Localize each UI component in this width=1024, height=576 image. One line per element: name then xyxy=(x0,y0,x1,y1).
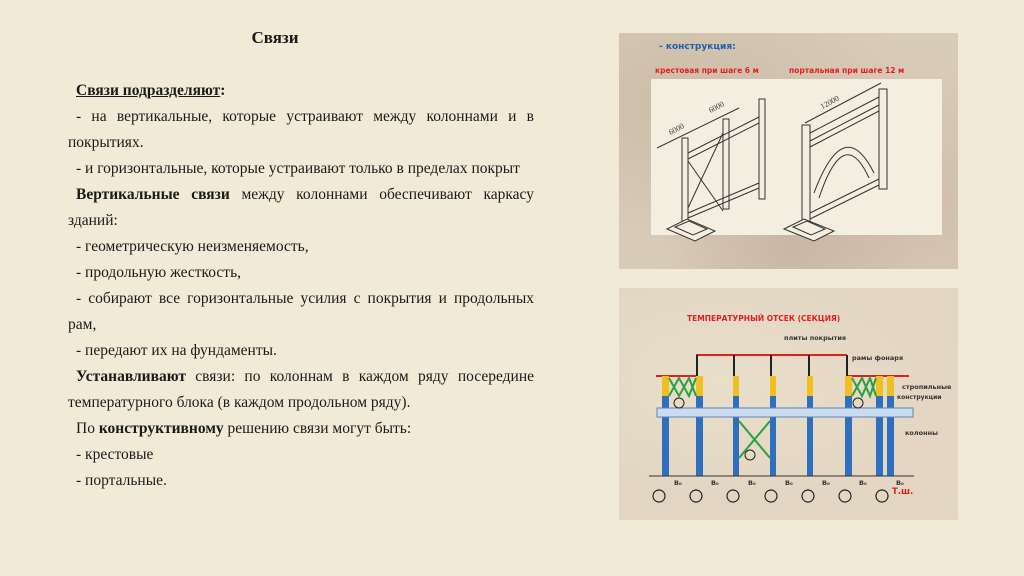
svg-text:12000: 12000 xyxy=(818,93,841,111)
bay-labels xyxy=(674,479,904,487)
text-span: между колоннами обеспечивают каркасу зданий: xyxy=(68,186,534,229)
paragraph-install xyxy=(68,364,534,416)
caption-cross-bracing: крестовая при шаге 6 м xyxy=(655,66,759,75)
paragraph-horizontal: - и горизонтальные, которые устраивают только в пределах покрыт xyxy=(76,160,520,177)
axis-circles xyxy=(653,490,888,502)
svg-text:B₀: B₀ xyxy=(896,479,904,487)
list-item: - собирают все горизонтальные усилия с покрытия и продольных рам, xyxy=(68,290,534,333)
paragraph-constructive xyxy=(68,416,534,442)
heading-colon: : xyxy=(220,82,226,99)
svg-text:6000: 6000 xyxy=(667,121,686,137)
svg-text:B₀: B₀ xyxy=(674,479,682,487)
bracing-drawing xyxy=(619,33,958,269)
svg-text:B₀: B₀ xyxy=(859,479,867,487)
label-columns: колонны xyxy=(905,429,938,437)
drawing-canvas xyxy=(651,79,942,235)
text-span: связи: по колоннам в каждом ряду посередине температурного блока (в каждом продольном ряду). xyxy=(68,368,534,411)
text-span: По xyxy=(76,420,99,437)
label-roof-slabs: плиты покрытия xyxy=(784,334,847,342)
svg-text:B₀: B₀ xyxy=(711,479,719,487)
list-item: - передают их на фундаменты. xyxy=(76,342,277,359)
slide-title: Связи xyxy=(251,28,299,47)
bold-install: Устанавливают xyxy=(76,368,186,385)
svg-text:B₀: B₀ xyxy=(748,479,756,487)
svg-text:B₀: B₀ xyxy=(785,479,793,487)
bold-vertical-bracing: Вертикальные связи xyxy=(76,186,230,203)
slide-body-text xyxy=(68,78,534,494)
figure-heading: - конструкция: xyxy=(659,42,736,52)
list-item: - геометрическую неизменяемость, xyxy=(76,238,309,255)
label-trusses-2: конструкции xyxy=(897,394,942,401)
label-lantern-frames: рамы фонаря xyxy=(852,354,904,362)
text-span: решению связи могут быть: xyxy=(223,420,412,437)
figure-bracing-types xyxy=(619,33,958,269)
svg-text:6000: 6000 xyxy=(707,99,726,115)
paragraph-vertical: - на вертикальные, которые устраивают между колоннами и в покрытиях. xyxy=(68,108,534,151)
svg-text:B₀: B₀ xyxy=(822,479,830,487)
bold-constructive: конструктивному xyxy=(98,420,224,437)
figure-temperature-section xyxy=(619,288,958,520)
heading-classification: Связи подразделяют xyxy=(76,82,221,99)
section-heading: ТЕМПЕРАТУРНЫЙ ОТСЕК (СЕКЦИЯ) xyxy=(687,314,841,323)
paragraph-vertical-provide xyxy=(68,182,534,234)
caption-portal-bracing: портальная при шаге 12 м xyxy=(789,66,905,75)
list-item: - продольную жесткость, xyxy=(76,264,242,281)
expansion-joint-label: Т.ш. xyxy=(892,487,914,497)
list-item: - крестовые xyxy=(76,446,154,463)
paragraph-heading xyxy=(68,78,534,104)
list-item: - портальные. xyxy=(76,472,167,489)
label-trusses: стропильные xyxy=(902,383,952,391)
temperature-section-diagram xyxy=(619,288,958,520)
longitudinal-beam xyxy=(657,408,913,417)
lantern-posts xyxy=(697,355,847,376)
